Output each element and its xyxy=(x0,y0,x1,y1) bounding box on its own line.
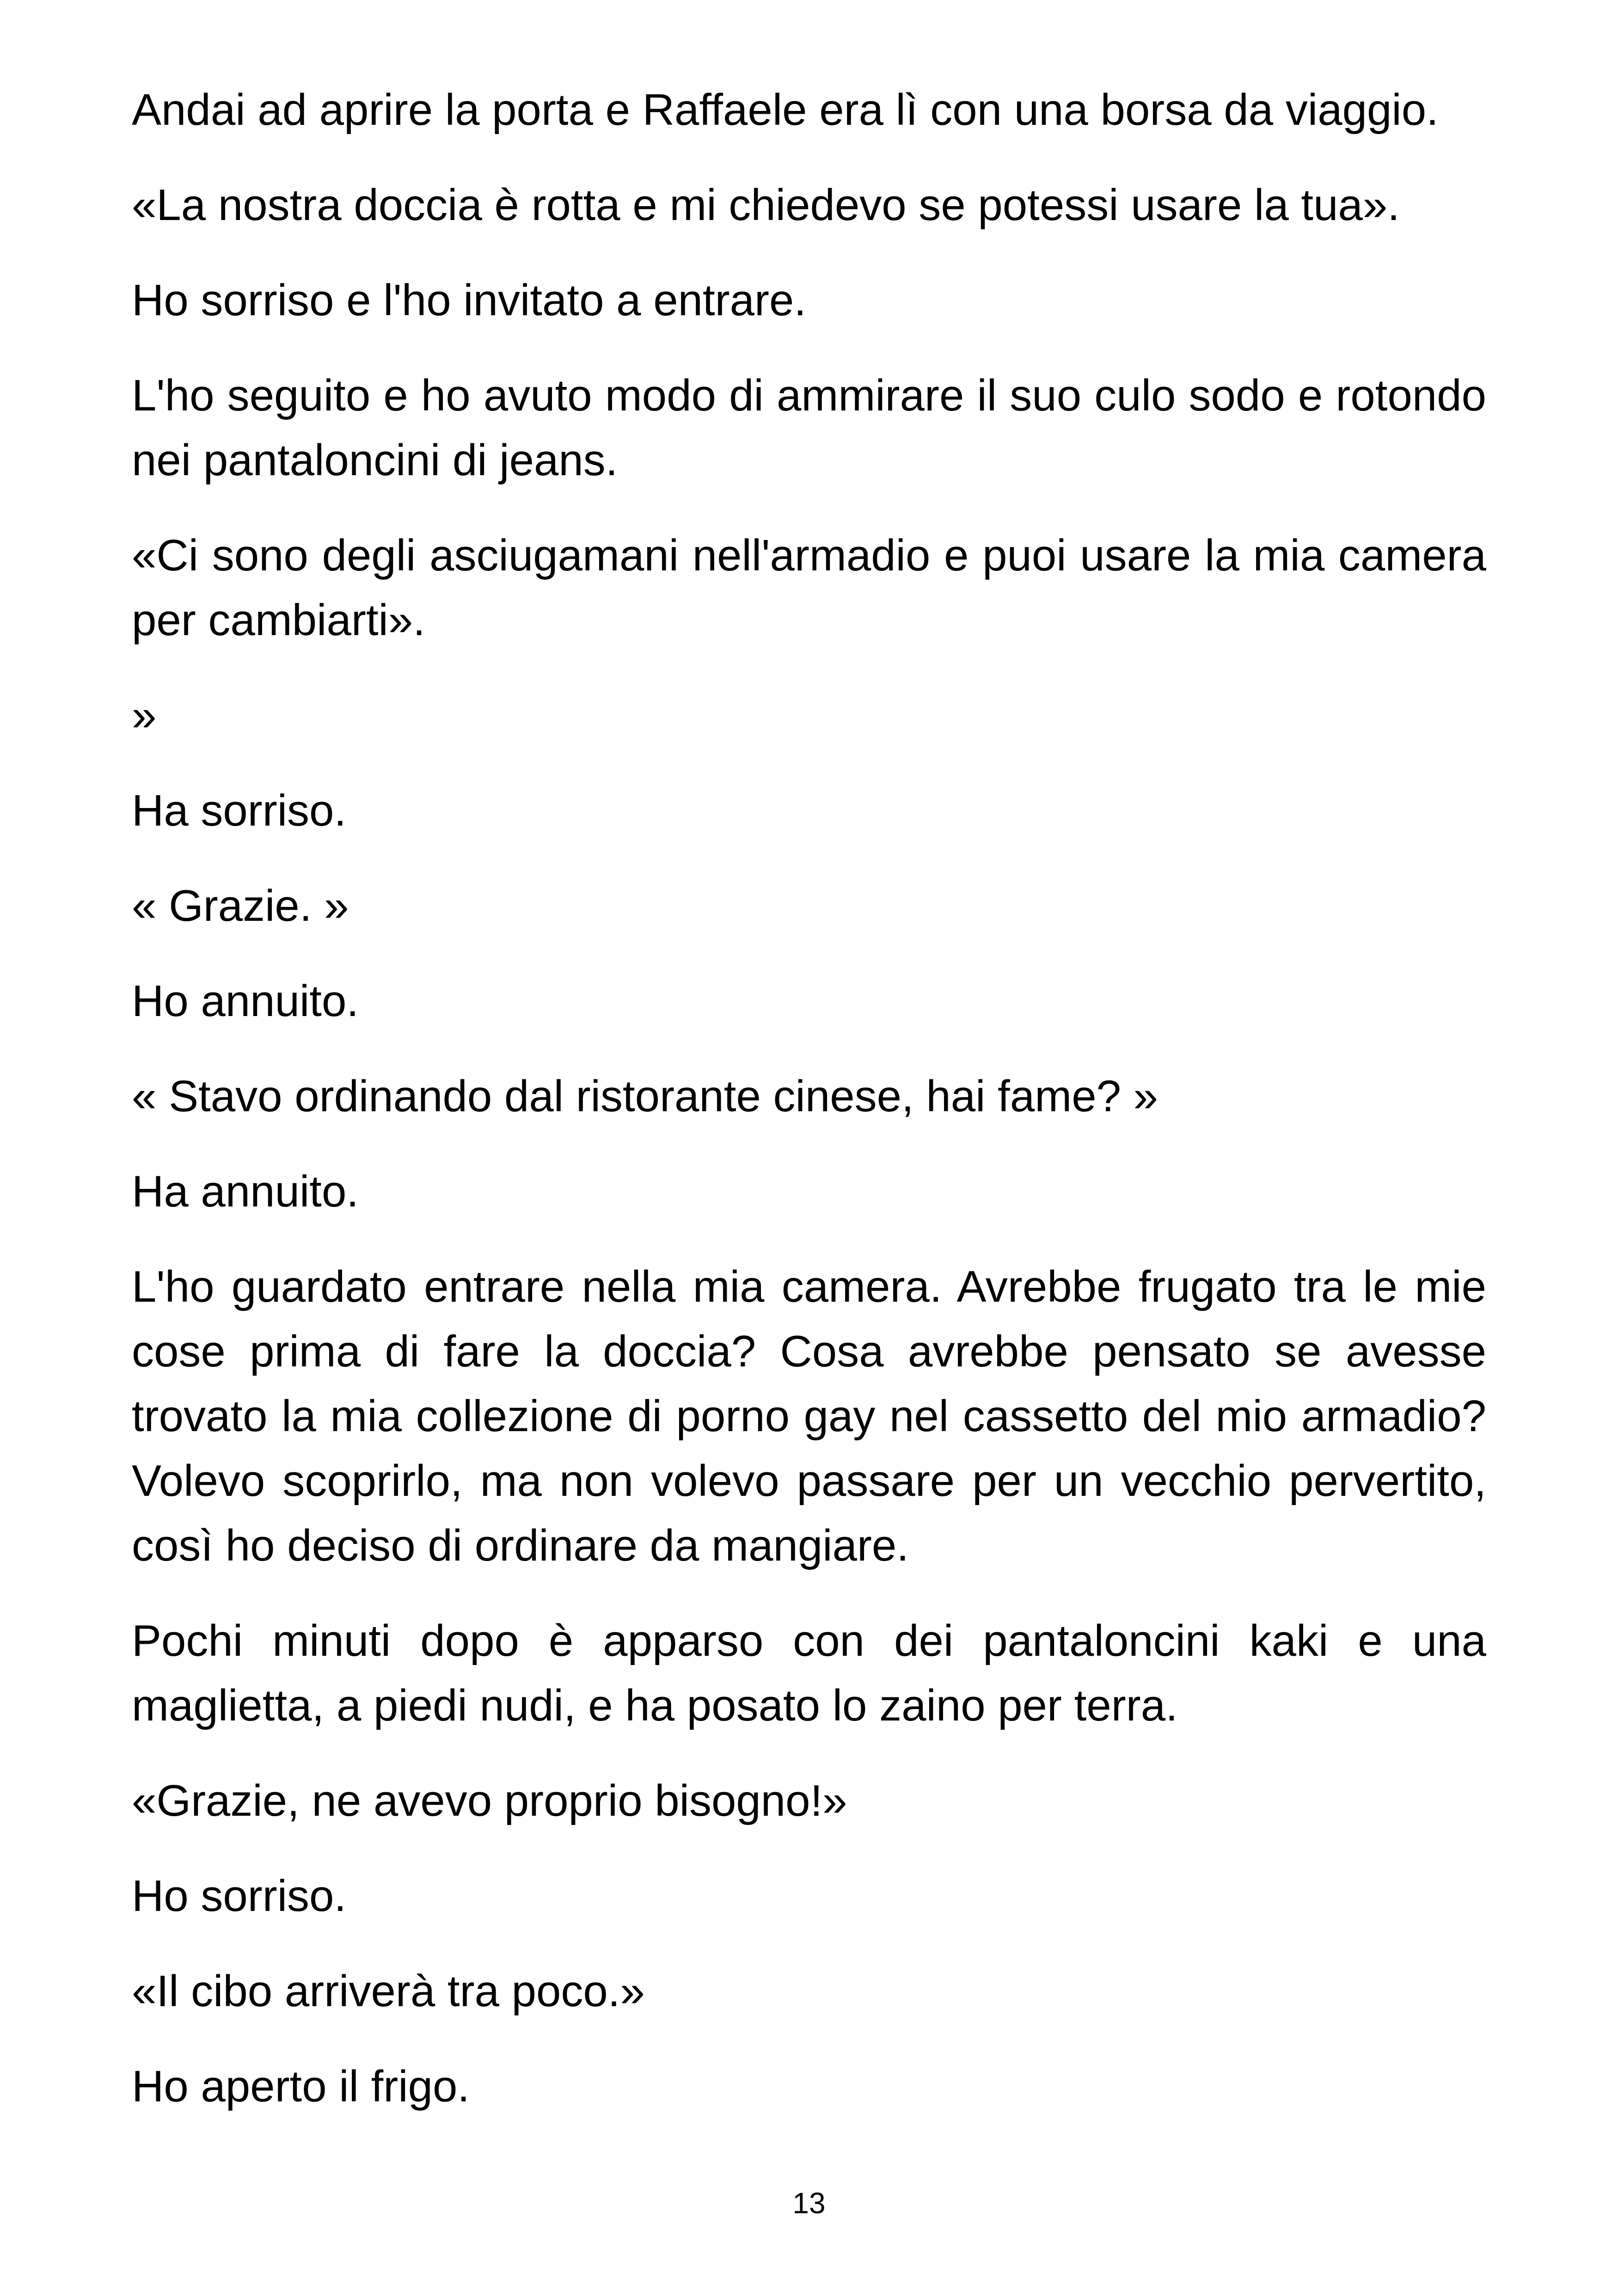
paragraph: «La nostra doccia è rotta e mi chiedevo se potessi usare la tua». xyxy=(132,180,1400,230)
paragraph: « Stavo ordinando dal ristorante cinese, hai fame? » xyxy=(132,1071,1158,1121)
paragraph: Ha sorriso. xyxy=(132,786,347,835)
paragraph: « Grazie. » xyxy=(132,881,349,931)
paragraph: Ho annuito. xyxy=(132,976,359,1026)
paragraph: Ho sorriso. xyxy=(132,1871,347,1921)
paragraph: L'ho guardato entrare nella mia camera. Avrebbe frugato tra le mie cose prima di fare la doccia? Cosa avrebbe pensato se avesse trovato la mia collezione di porno gay nel cassetto del mio armadio? Volevo scoprirlo, ma non volevo passare per un vecchio pervertito, così ho deciso di ordinare da mangiare. xyxy=(132,1262,1486,1570)
paragraph: «Grazie, ne avevo proprio bisogno!» xyxy=(132,1776,847,1825)
paragraph: Ho aperto il frigo. xyxy=(132,2062,470,2111)
paragraph: «Ci sono degli asciugamani nell'armadio e puoi usare la mia camera per cambiarti». xyxy=(132,531,1486,645)
paragraph: «Il cibo arriverà tra poco.» xyxy=(132,1966,645,2016)
paragraph: Ho sorriso e l'ho invitato a entrare. xyxy=(132,276,807,325)
paragraph: L'ho seguito e ho avuto modo di ammirare il suo culo sodo e rotondo nei pantaloncini di jeans. xyxy=(132,371,1486,485)
paragraph: Ha annuito. xyxy=(132,1167,359,1216)
paragraph: » xyxy=(132,691,157,740)
paragraph: Andai ad aprire la porta e Raffaele era lì con una borsa da viaggio. xyxy=(132,85,1439,135)
page-number: 13 xyxy=(792,2186,826,2220)
paragraph: Pochi minuti dopo è apparso con dei pantaloncini kaki e una maglietta, a piedi nudi, e ha posato lo zaino per terra. xyxy=(132,1616,1486,1730)
text-body xyxy=(132,78,1486,2149)
